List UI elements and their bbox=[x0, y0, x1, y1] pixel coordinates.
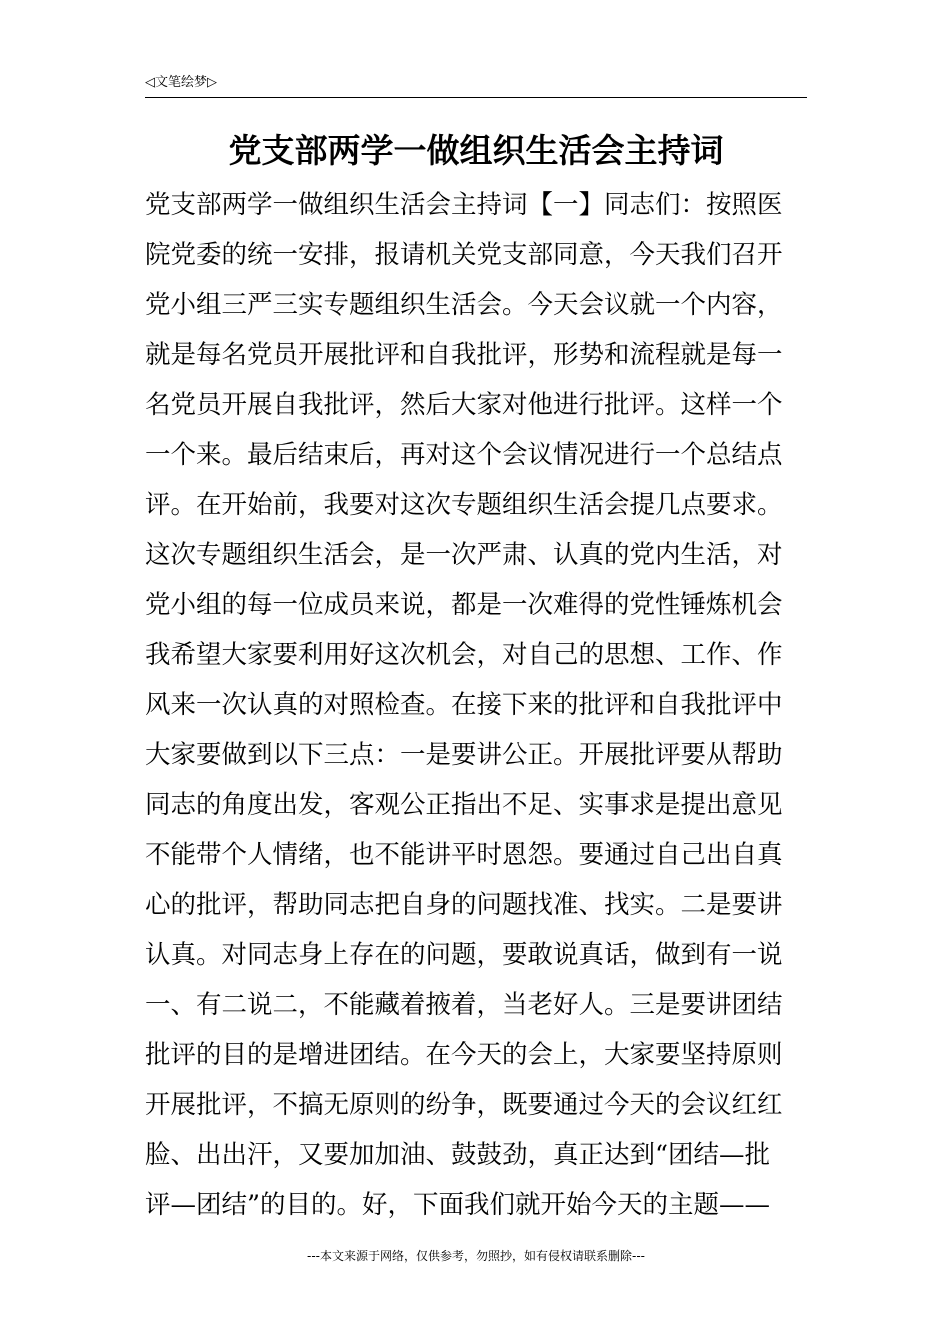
body-line: 脸、出出汗，又要加加油、鼓鼓劲，真正达到“团结—批 bbox=[145, 1140, 771, 1170]
body-line: 这次专题组织生活会，是一次严肃、认真的党内生活，对 bbox=[145, 540, 783, 570]
body-line: 名党员开展自我批评，然后大家对他进行批评。这样一个 bbox=[145, 390, 783, 420]
document-title: 党支部两学一做组织生活会主持词 bbox=[228, 131, 724, 170]
body-line: 一、有二说二，不能藏着掖着，当老好人。三是要讲团结 bbox=[145, 990, 783, 1020]
document-body bbox=[145, 180, 807, 1230]
body-line: 风来一次认真的对照检查。在接下来的批评和自我批评中 bbox=[145, 690, 783, 720]
body-line: 同志的角度出发，客观公正指出不足、实事求是提出意见 bbox=[145, 790, 783, 820]
body-line: 大家要做到以下三点：一是要讲公正。开展批评要从帮助 bbox=[145, 740, 783, 770]
header-brand: ◁文笔绘梦▷ bbox=[145, 75, 217, 90]
body-line: 党小组三严三实专题组织生活会。今天会议就一个内容， bbox=[145, 290, 783, 320]
body-line: 就是每名党员开展批评和自我批评，形势和流程就是每一 bbox=[145, 340, 783, 370]
body-line: 评。在开始前，我要对这次专题组织生活会提几点要求。 bbox=[145, 490, 783, 520]
body-line: 批评的目的是增进团结。在今天的会上，大家要坚持原则 bbox=[145, 1040, 783, 1070]
body-line: 我希望大家要利用好这次机会，对自己的思想、工作、作 bbox=[145, 640, 783, 670]
body-line: 评—团结”的目的。好，下面我们就开始今天的主题—— bbox=[145, 1190, 771, 1220]
body-line: 认真。对同志身上存在的问题，要敢说真话，做到有一说 bbox=[145, 940, 783, 970]
body-line: 一个来。最后结束后，再对这个会议情况进行一个总结点 bbox=[145, 440, 783, 470]
footer-disclaimer: ---本文来源于网络，仅供参考，勿照抄，如有侵权请联系删除--- bbox=[307, 1249, 645, 1263]
body-line: 党小组的每一位成员来说，都是一次难得的党性锤炼机会 bbox=[145, 590, 783, 620]
body-line: 开展批评，不搞无原则的纷争，既要通过今天的会议红红 bbox=[145, 1090, 783, 1120]
body-line: 党支部两学一做组织生活会主持词【一】同志们：按照医 bbox=[145, 190, 783, 220]
header-divider bbox=[145, 97, 807, 98]
body-line: 心的批评，帮助同志把自身的问题找准、找实。二是要讲 bbox=[145, 890, 783, 920]
body-line: 院党委的统一安排，报请机关党支部同意，今天我们召开 bbox=[145, 240, 783, 270]
body-line: 不能带个人情绪，也不能讲平时恩怨。要通过自己出自真 bbox=[145, 840, 783, 870]
